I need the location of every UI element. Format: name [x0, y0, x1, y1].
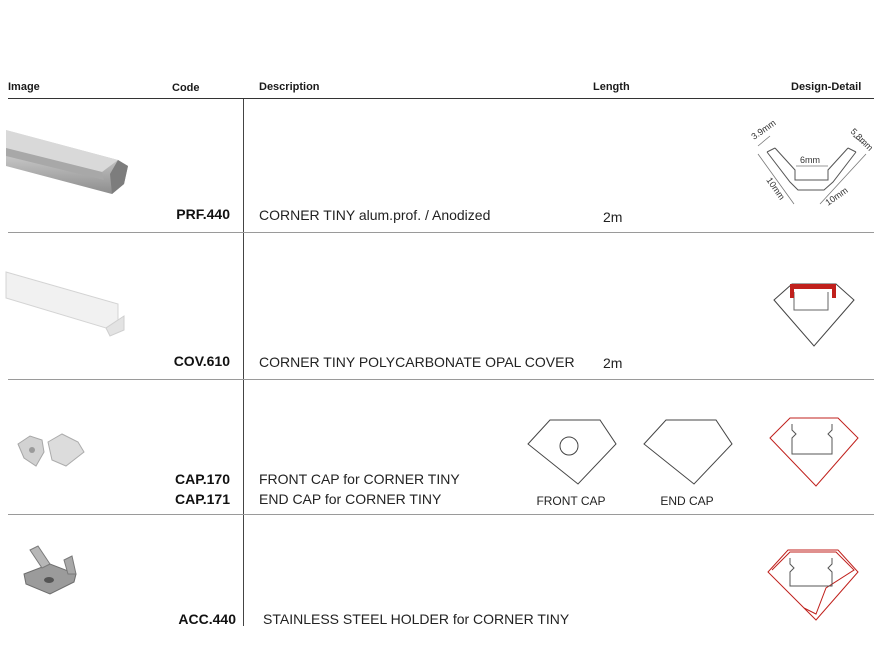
cap-profile-drawing	[768, 414, 860, 490]
row-code: PRF.440	[176, 206, 230, 222]
row-description: CORNER TINY POLYCARBONATE OPAL COVER	[259, 354, 575, 370]
row-description: CORNER TINY alum.prof. / Anodized	[259, 207, 491, 223]
dim-10mm-left: 10mm	[764, 175, 787, 202]
cover-profile-drawing	[766, 274, 862, 350]
header-image: Image	[8, 81, 40, 93]
dim-5-8mm: 5.8mm	[848, 126, 876, 153]
aluminium-profile-image	[6, 122, 134, 197]
front-cap-drawing	[526, 416, 618, 486]
column-divider	[243, 233, 244, 379]
column-divider	[243, 380, 244, 514]
row-code: CAP.170	[174, 471, 230, 487]
dim-3-9mm: 3.9mm	[749, 117, 778, 142]
row-code: CAP.171	[174, 491, 230, 507]
dim-10mm-right: 10mm	[823, 185, 850, 208]
row-description: END CAP for CORNER TINY	[259, 491, 442, 507]
row-length: 2m	[603, 355, 623, 371]
dim-6mm: 6mm	[800, 155, 820, 165]
row-description: STAINLESS STEEL HOLDER for CORNER TINY	[263, 611, 570, 627]
row-separator	[8, 232, 874, 233]
row-code: ACC.440	[178, 611, 236, 627]
header-design-detail: Design-Detail	[791, 81, 862, 93]
row-length: 2m	[603, 209, 623, 225]
row-code: COV.610	[173, 353, 230, 369]
end-cap-label: END CAP	[660, 494, 714, 508]
header-underline	[8, 98, 874, 99]
front-cap-label: FRONT CAP	[536, 494, 606, 508]
row-separator	[8, 379, 874, 380]
column-divider	[243, 515, 244, 626]
row-separator	[8, 514, 874, 515]
end-caps-image	[16, 430, 88, 472]
header-description: Description	[259, 81, 320, 93]
holder-clip-image	[20, 544, 80, 596]
opal-cover-image	[6, 268, 128, 338]
header-code: Code	[172, 82, 200, 94]
column-divider	[243, 99, 244, 232]
end-cap-drawing	[642, 416, 734, 486]
header-length: Length	[593, 81, 630, 93]
row-description: FRONT CAP for CORNER TINY	[259, 471, 460, 487]
holder-profile-drawing	[766, 546, 862, 624]
profile-dimension-drawing	[740, 118, 875, 218]
